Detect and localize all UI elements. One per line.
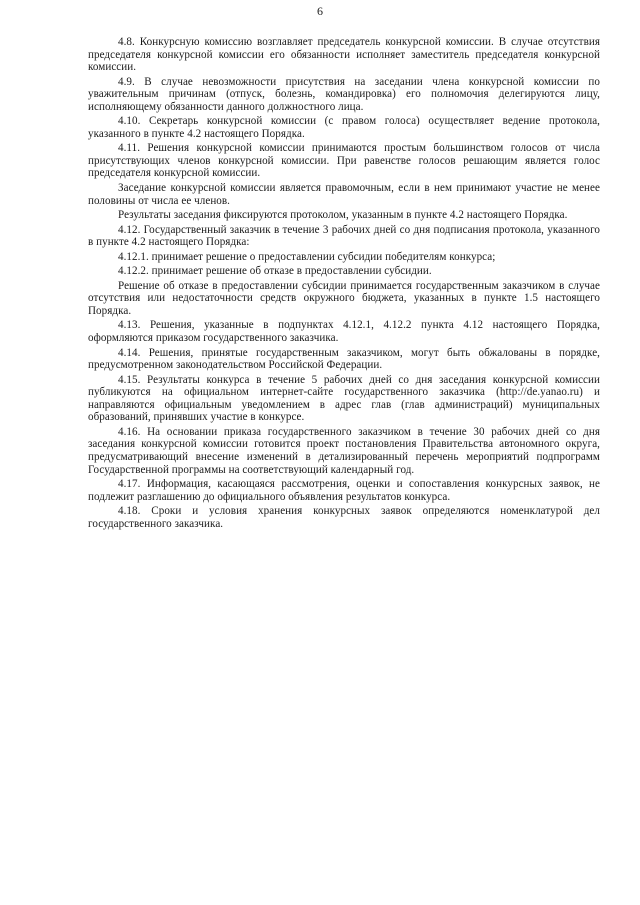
- paragraph-4-10: 4.10. Секретарь конкурсной комиссии (с правом голоса) осуществляет ведение протокола, указанного в пункте 4.2 настоящего Порядка.: [88, 115, 600, 140]
- paragraph-4-15: 4.15. Результаты конкурса в течение 5 рабочих дней со дня заседания конкурсной комиссии публикуются на официальном интернет-сайте государственного заказчика (http://de.yanao.ru) и направляются официальным уведомлением в адрес глав (глав администраций) муниципальных образований, принявших участие в конкурсе.: [88, 373, 600, 424]
- paragraph-4-17: 4.17. Информация, касающаяся рассмотрения, оценки и сопоставления конкурсных заявок, не подлежит разглашению до официального объявления результатов конкурса.: [88, 478, 600, 503]
- paragraph-results-protocol: Результаты заседания фиксируются протоколом, указанным в пункте 4.2 настоящего Порядка.: [118, 209, 568, 222]
- paragraph-refusal: Решение об отказе в предоставлении субсидии принимается государственным заказчиком в случае отсутствия или недостаточности средств окружного бюджета, указанных в пункте 1.5 настоящего Порядка.: [88, 279, 600, 317]
- paragraph-4-12: 4.12. Государственный заказчик в течение 3 рабочих дней со дня подписания протокола, указанного в пункте 4.2 настоящего Порядка:: [88, 223, 600, 249]
- paragraph-4-14: 4.14. Решения, принятые государственным заказчиком, могут быть обжалованы в порядке, предусмотренном законодательством Российской Федерации.: [88, 346, 600, 372]
- paragraph-4-9: 4.9. В случае невозможности присутствия на заседании члена конкурсной комиссии по уважительным причинам (отпуск, болезнь, командировка) его полномочия делегируются лицу, исполняющему обязанности данного должностного лица.: [88, 75, 600, 113]
- paragraph-4-12-2: 4.12.2. принимает решение об отказе в предоставлении субсидии.: [118, 265, 432, 278]
- paragraph-4-13: 4.13. Решения, указанные в подпунктах 4.12.1, 4.12.2 пункта 4.12 настоящего Порядка, оформляются приказом государственного заказчика.: [88, 319, 600, 345]
- paragraph-4-11: 4.11. Решения конкурсной комиссии принимаются простым большинством голосов от числа присутствующих членов конкурсной комиссии. При равенстве голосов решающим является голос председателя конкурсной комиссии.: [88, 142, 600, 180]
- paragraph-4-12-1: 4.12.1. принимает решение о предоставлении субсидии победителям конкурса;: [118, 250, 496, 263]
- paragraph-4-16: 4.16. На основании приказа государственного заказчиком в течение 30 рабочих дней со дня заседания конкурсной комиссии готовится проект постановления Правительства автономного округа, предусматривающий внесение изменений в детализированный перечень мероприятий подпрограмм Государственной программы на соответствующий календарный год.: [88, 425, 600, 476]
- paragraph-4-8: 4.8. Конкурсную комиссию возглавляет председатель конкурсной комиссии. В случае отсутствия председателя конкурсной комиссии его обязанности исполняет заместитель председателя конкурсной комиссии.: [88, 36, 600, 74]
- page-number: 6: [317, 4, 323, 18]
- document-body: [88, 36, 600, 532]
- paragraph-quorum: Заседание конкурсной комиссии является правомочным, если в нем принимают участие не менее половины от числа ее членов.: [88, 182, 600, 207]
- paragraph-4-18: 4.18. Сроки и условия хранения конкурсных заявок определяются номенклатурой дел государственного заказчика.: [88, 505, 600, 530]
